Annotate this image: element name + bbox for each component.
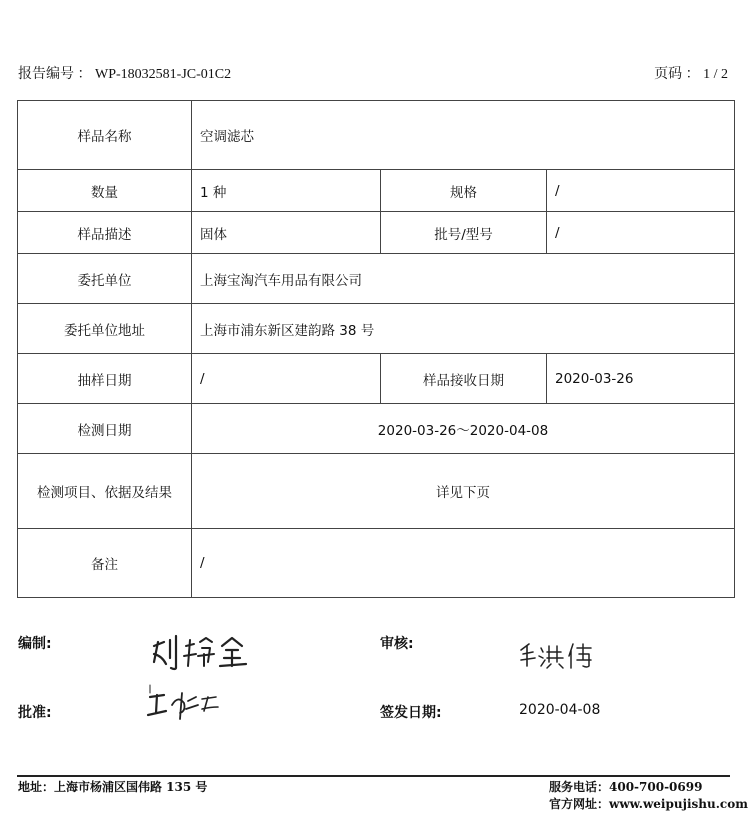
compiler-signature-image (150, 632, 250, 672)
table-row (18, 170, 735, 212)
table-row (18, 529, 735, 598)
approve-label: 批准: (18, 705, 52, 721)
report-info-table (17, 100, 735, 598)
sample-name-label: 样品名称 (18, 101, 192, 170)
review-label: 审核: (380, 636, 414, 652)
sampling-date-value: / (192, 354, 381, 404)
reviewer-signature-image (517, 638, 597, 672)
client-address-label: 委托单位地址 (18, 304, 192, 354)
spec-label: 规格 (381, 170, 547, 212)
page-number: 页码 ： 1 / 2 (654, 67, 728, 82)
table-row (18, 454, 735, 529)
desc-label: 样品描述 (18, 212, 192, 254)
client-value: 上海宝淘汽车用品有限公司 (192, 254, 735, 304)
batch-label: 批号/型号 (381, 212, 547, 254)
footer-website: 官方网址：www.weipujishu.com (549, 797, 748, 811)
table-row (18, 404, 735, 454)
quantity-label: 数量 (18, 170, 192, 212)
spec-value: / (547, 170, 735, 212)
receive-date-value: 2020-03-26 (547, 354, 735, 404)
quantity-value: 1 种 (192, 170, 381, 212)
table-row (18, 212, 735, 254)
footer-divider (17, 775, 730, 777)
sampling-date-label: 抽样日期 (18, 354, 192, 404)
compiled-by-label: 编制: (18, 636, 52, 652)
test-date-value: 2020-03-26～2020-04-08 (192, 404, 735, 454)
remark-label: 备注 (18, 529, 192, 598)
test-items-value: 详见下页 (192, 454, 735, 529)
sample-name-value: 空调滤芯 (192, 101, 735, 170)
approver-signature-image (146, 683, 226, 723)
test-date-label: 检测日期 (18, 404, 192, 454)
receive-date-label: 样品接收日期 (381, 354, 547, 404)
test-items-label: 检测项目、依据及结果 (18, 454, 192, 529)
batch-value: / (547, 212, 735, 254)
client-address-value: 上海市浦东新区建韵路 38 号 (192, 304, 735, 354)
report-number: 报告编号 ： WP-18032581-JC-01C2 (18, 67, 232, 82)
table-row (18, 101, 735, 170)
issue-date-label: 签发日期: (380, 705, 442, 721)
table-row (18, 304, 735, 354)
remark-value: / (192, 529, 735, 598)
table-row (18, 354, 735, 404)
footer-phone: 服务电话：400-700-0699 (549, 780, 703, 794)
table-row (18, 254, 735, 304)
desc-value: 固体 (192, 212, 381, 254)
client-label: 委托单位 (18, 254, 192, 304)
issue-date-value: 2020-04-08 (519, 702, 601, 718)
footer-address: 地址：上海市杨浦区国伟路 135 号 (18, 780, 208, 794)
